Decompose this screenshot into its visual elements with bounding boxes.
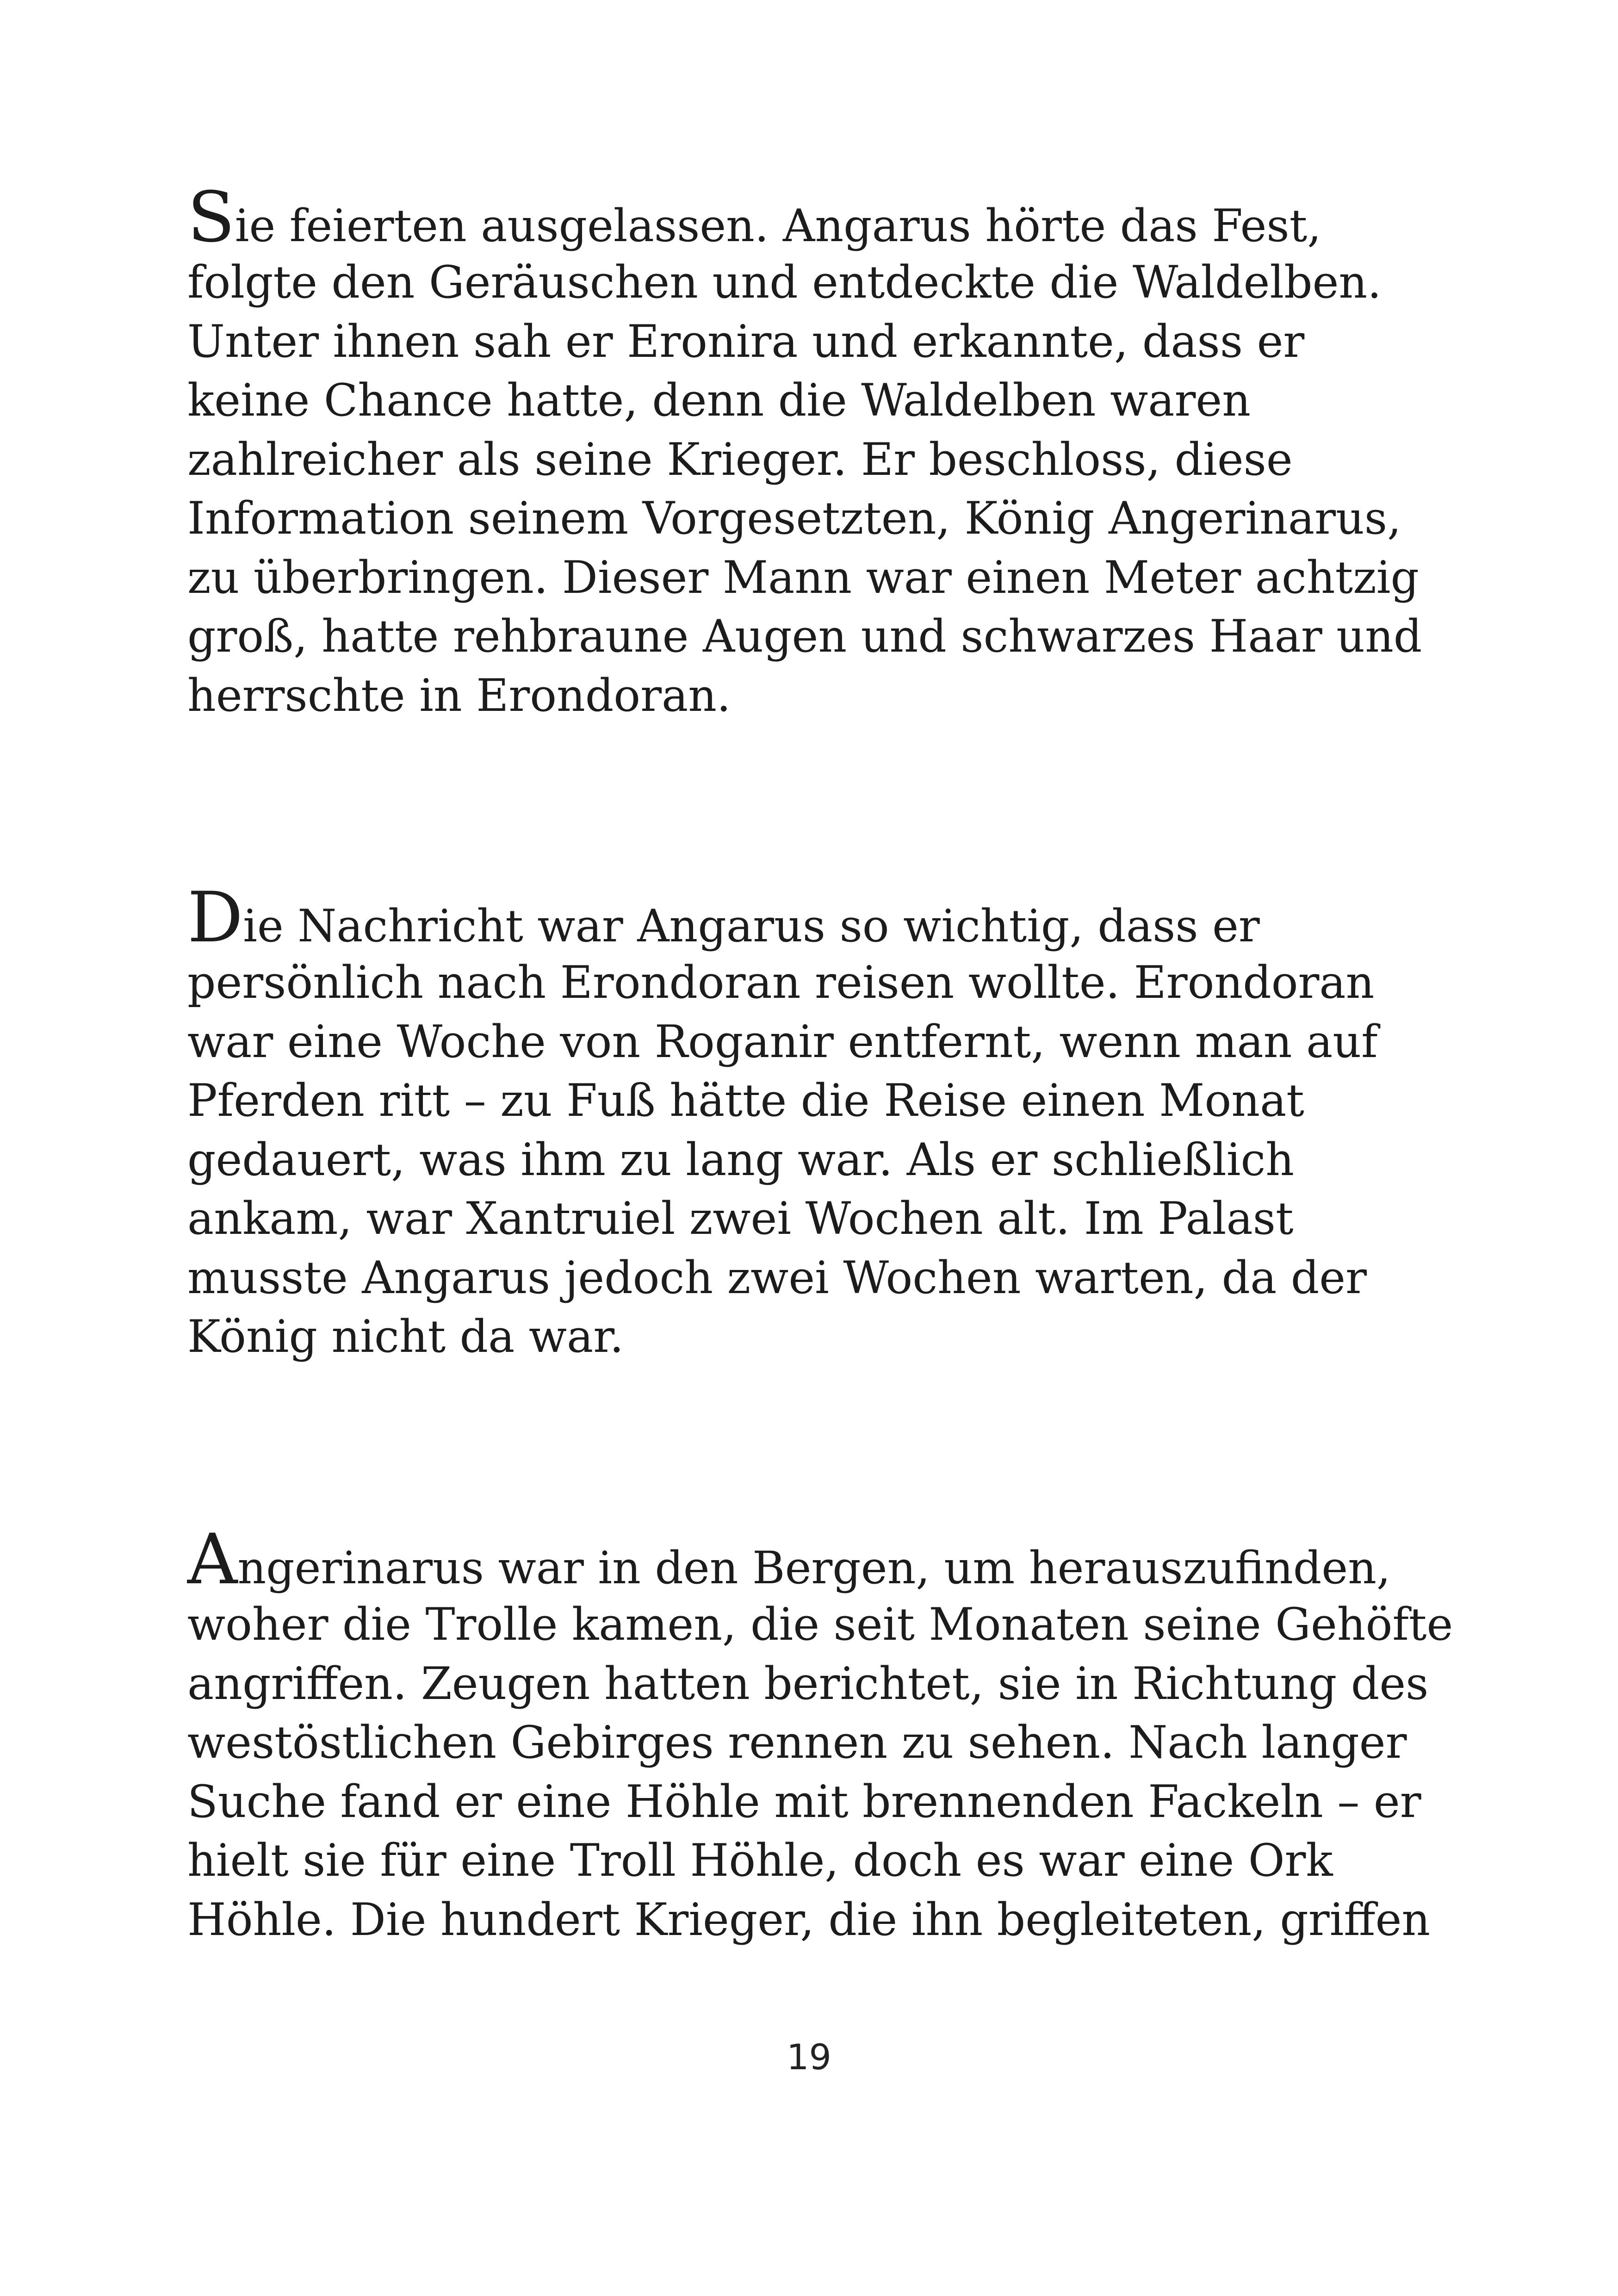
paragraph-1-first-line — [187, 177, 1460, 258]
paragraph-2-line-8: König nicht da war. — [187, 1311, 624, 1363]
paragraph-3-line-5: Suche fand er eine Höhle mit brennenden Fackeln – er — [187, 1775, 1421, 1828]
paragraph-2-initial: D — [187, 877, 243, 958]
paragraph-3-initial: A — [187, 1519, 238, 1600]
paragraph-1-line-3: Unter ihnen sah er Eronira und erkannte, dass er — [187, 315, 1305, 367]
paragraph-1-line-9: herrschte in Erondoran. — [187, 669, 731, 722]
paragraph-1-line-6: Information seinem Vorgesetzten, König Angerinarus, — [187, 492, 1401, 544]
paragraph-3-line-6: hielt sie für eine Troll Höhle, doch es war eine Ork — [187, 1835, 1333, 1886]
paragraph-3-line-7: Höhle. Die hundert Krieger, die ihn begleiteten, griffen — [187, 1893, 1431, 1946]
paragraph-1-line-5: zahlreicher als seine Krieger. Er beschloss, diese — [187, 433, 1293, 485]
paragraph-1-line-8: groß, hatte rehbraune Augen und schwarzes Haar und — [187, 610, 1422, 662]
paragraph-3-line-2: woher die Trolle kamen, die seit Monaten seine Gehöfte — [187, 1599, 1453, 1650]
paragraph-2-line-3: war eine Woche von Roganir entfernt, wenn man auf — [187, 1015, 1378, 1068]
paragraph-2-line-7: musste Angarus jedoch zwei Wochen warten, da der — [187, 1251, 1367, 1304]
paragraph-1 — [187, 177, 1460, 725]
paragraph-2-line-4: Pferden ritt – zu Fuß hätte die Reise einen Monat — [187, 1075, 1304, 1126]
paragraph-2-first-line — [187, 877, 1460, 958]
paragraph-2-line-5: gedauert, was ihm zu lang war. Als er schließlich — [187, 1133, 1295, 1186]
paragraph-3-first-line — [187, 1519, 1460, 1600]
paragraph-3-line-3: angriffen. Zeugen hatten berichtet, sie in Richtung des — [187, 1657, 1429, 1710]
paragraph-3 — [187, 1519, 1460, 1949]
paragraph-3-line-1: ngerinarus war in den Bergen, um herauszufinden, — [237, 1542, 1391, 1594]
paragraph-3-line-4: westöstlichen Gebirges rennen zu sehen. Nach langer — [187, 1717, 1407, 1768]
paragraph-1-initial: S — [187, 177, 235, 258]
paragraph-1-line-7: zu überbringen. Dieser Mann war einen Meter achtzig — [187, 551, 1419, 604]
paragraph-2 — [187, 877, 1460, 1367]
paragraph-1-line-4: keine Chance hatte, denn die Waldelben waren — [187, 374, 1251, 426]
paragraph-2-line-6: ankam, war Xantruiel zwei Wochen alt. Im Palast — [187, 1193, 1294, 1244]
paragraph-2-line-1: ie Nachricht war Angarus so wichtig, dass er — [243, 900, 1260, 952]
paragraph-2-line-2: persönlich nach Erondoran reisen wollte. Erondoran — [187, 957, 1375, 1008]
paragraph-1-line-1: ie feierten ausgelassen. Angarus hörte das Fest, — [235, 200, 1321, 252]
page-number: 19 — [787, 2036, 831, 2078]
paragraph-1-line-2: folgte den Geräuschen und entdeckte die Waldelben. — [187, 256, 1382, 308]
